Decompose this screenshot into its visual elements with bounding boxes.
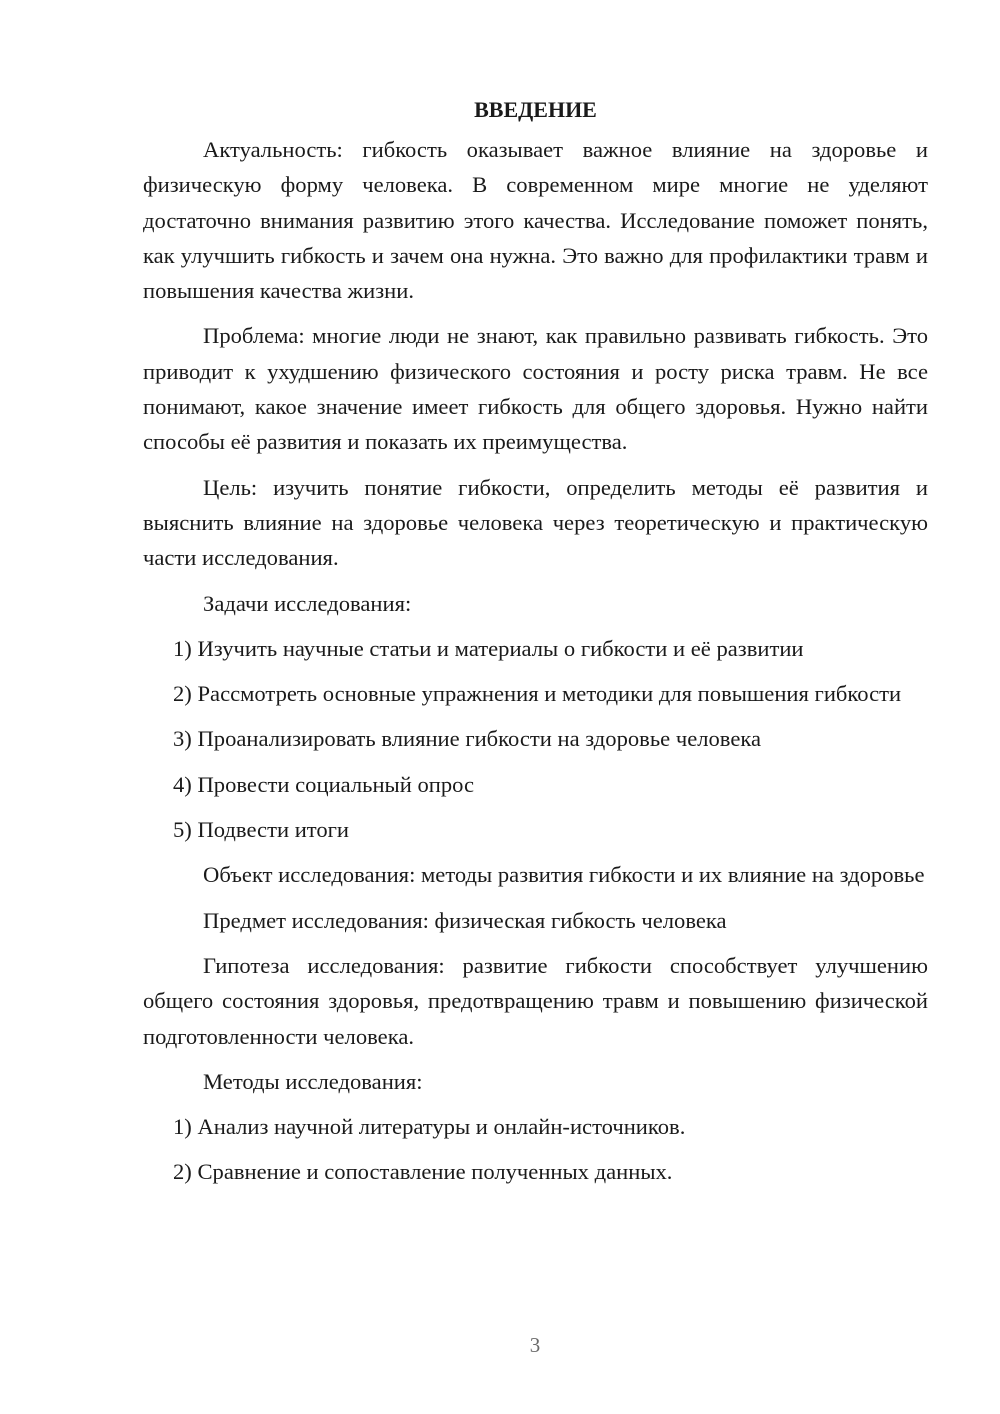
- method-item: 1) Анализ научной литературы и онлайн-источников.: [173, 1114, 686, 1140]
- page-number: 3: [529, 1333, 541, 1357]
- subject-paragraph: Предмет исследования: физическая гибкость человека: [203, 907, 727, 933]
- task-item: 2) Рассмотреть основные упражнения и методики для повышения гибкости: [173, 681, 902, 707]
- task-item: 3) Проанализировать влияние гибкости на здоровье человека: [173, 726, 762, 752]
- hypothesis-paragraph: Гипотеза исследования: развитие гибкости способствует улучшению общего состояния здоровья, предотвращению травм и повышению физической подготовленности человека.: [143, 952, 928, 1049]
- goal-paragraph: Цель: изучить понятие гибкости, определить методы её развития и выяснить влияние на здоровье человека через теоретическую и практическую части исследования.: [143, 474, 928, 571]
- methods-heading: Методы исследования:: [203, 1068, 423, 1094]
- object-paragraph: Объект исследования: методы развития гибкости и их влияние на здоровье: [203, 862, 925, 888]
- section-title: ВВЕДЕНИЕ: [474, 97, 597, 122]
- task-item: 4) Провести социальный опрос: [173, 771, 475, 797]
- tasks-heading: Задачи исследования:: [203, 590, 412, 616]
- relevance-paragraph: Актуальность: гибкость оказывает важное влияние на здоровье и физическую форму человека. В современном мире многие не уделяют достаточно внимания развитию этого качества. Исследование поможет понять, как улучшить гибкость и зачем она нужна. Это важно для профилактики травм и повышения качества жизни.: [143, 137, 928, 304]
- method-item: 2) Сравнение и сопоставление полученных данных.: [173, 1159, 673, 1185]
- task-item: 5) Подвести итоги: [173, 817, 350, 843]
- task-item: 1) Изучить научные статьи и материалы о гибкости и её развитии: [173, 635, 804, 661]
- page-content: [143, 92, 928, 1200]
- problem-paragraph: Проблема: многие люди не знают, как правильно развивать гибкость. Это приводит к ухудшению физического состояния и росту риска травм. Не все понимают, какое значение имеет гибкость для общего здоровья. Нужно найти способы её развития и показать их преимущества.: [143, 323, 928, 455]
